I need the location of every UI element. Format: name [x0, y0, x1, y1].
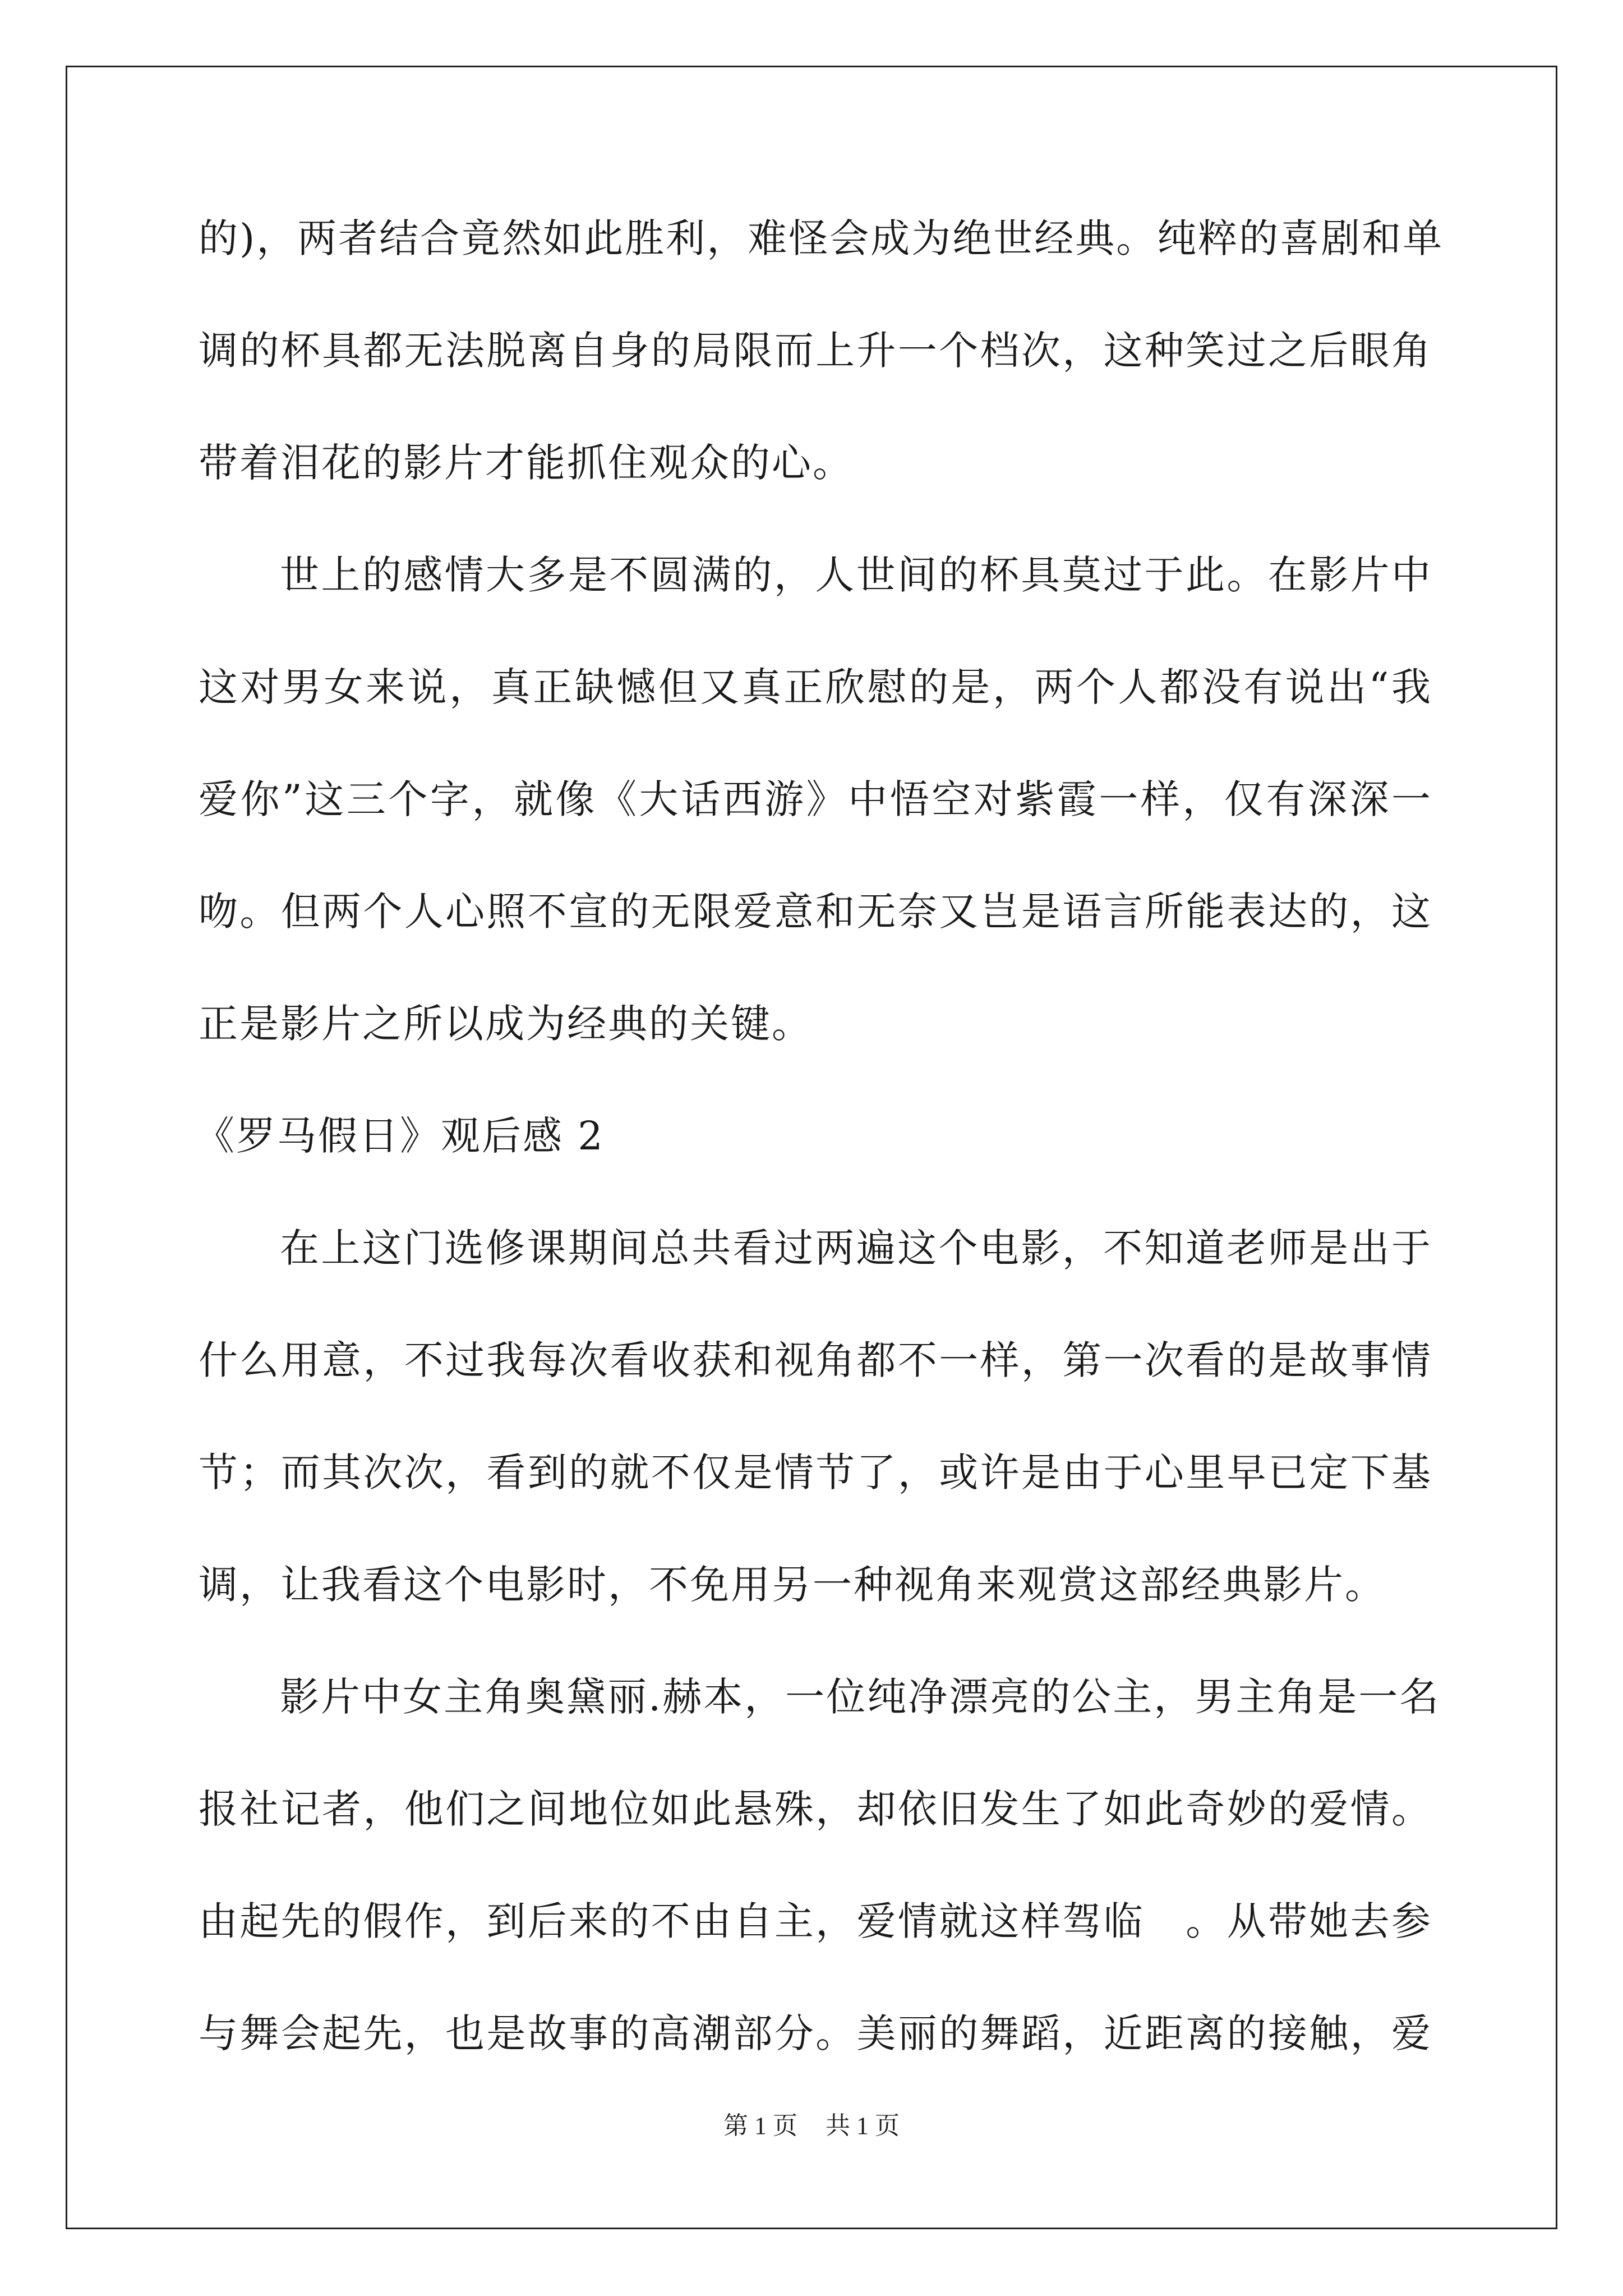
text-line: 节；而其次次，看到的就不仅是情节了，或许是由于心里早已定下基 — [199, 1450, 1432, 1496]
text-line: 与舞会起先，也是故事的高潮部分。美丽的舞蹈，近距离的接触，爱 — [199, 2010, 1432, 2056]
paragraph-first-line: 在上这门选修课期间总共看过两遍这个电影，不知道老师是出于 — [280, 1225, 1432, 1271]
text-line: 调，让我看这个电影时，不免用另一种视角来观赏这部经典影片。 — [199, 1562, 1386, 1608]
text-line: 吻。但两个人心照不宣的无限爱意和无奈又岂是语言所能表达的，这 — [199, 889, 1432, 935]
page-number: 第 1 页 — [723, 2112, 797, 2139]
paragraph-first-line: 世上的感情大多是不圆满的，人世间的杯具莫过于此。在影片中 — [280, 552, 1432, 598]
section-heading: 《罗马假日》观后感 2 — [195, 1113, 605, 1159]
text-line: 调的杯具都无法脱离自身的局限而上升一个档次，这种笑过之后眼角 — [199, 328, 1432, 374]
page-total: 共 1 页 — [826, 2112, 900, 2139]
text-line: 正是影片之所以成为经典的关键。 — [199, 1001, 813, 1047]
text-line: 爱你”这三个字，就像《大话西游》中悟空对紫霞一样，仅有深深一 — [199, 776, 1432, 822]
paragraph-first-line: 影片中女主角奥黛丽.赫本，一位纯净漂亮的公主，男主角是一名 — [280, 1674, 1441, 1720]
text-line: 的)，两者结合竟然如此胜利，难怪会成为绝世经典。纯粹的喜剧和单 — [199, 215, 1444, 261]
text-line: 什么用意，不过我每次看收获和视角都不一样，第一次看的是故事情 — [199, 1337, 1432, 1383]
text-line: 由起先的假作，到后来的不由自主，爱情就这样驾临 。从带她去参 — [199, 1898, 1432, 1944]
text-line: 带着泪花的影片才能抓住观众的心。 — [199, 440, 854, 486]
text-line: 报社记者，他们之间地位如此悬殊，却依旧发生了如此奇妙的爱情。 — [199, 1786, 1432, 1832]
text-line: 这对男女来说，真正缺憾但又真正欣慰的是，两个人都没有说出“我 — [199, 664, 1432, 710]
page-footer — [0, 2109, 1623, 2143]
